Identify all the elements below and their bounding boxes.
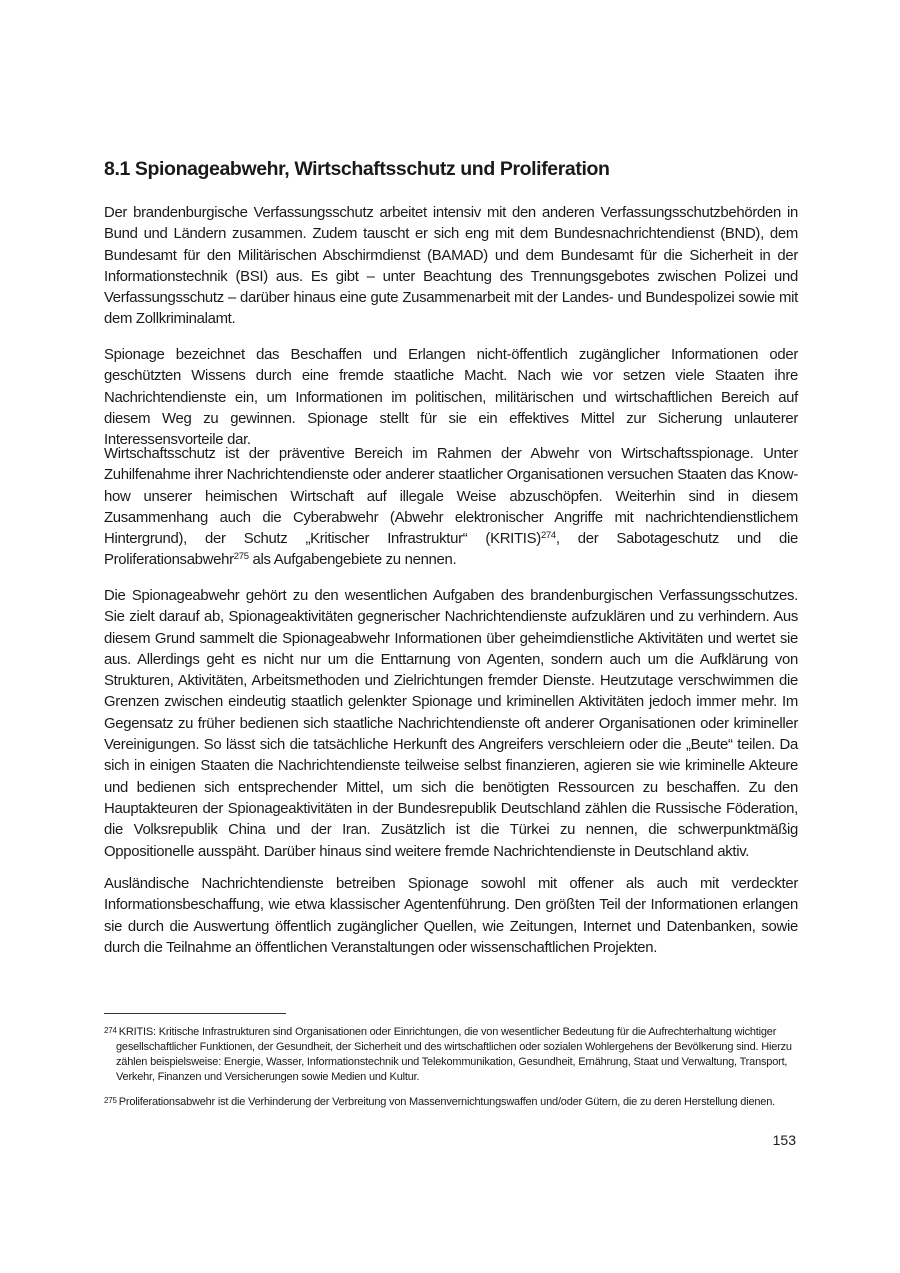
footnote-body (104, 1023, 798, 1085)
footnote-ref-274[interactable]: 274 (540, 530, 556, 542)
paragraph-text-part: , der Sabotageschutz und die Proliferationsabwehr (104, 531, 798, 569)
paragraph-text-part: Wirtschaftsschutz ist der präventive Bereich im Rahmen der Abwehr von Wirtschaftsspionage. Unter Zuhilfenahme ihrer Nachrichtendienste oder anderer staatlicher Organisationen versuchen Staaten das Know-how unserer heimischen Wirtschaft auf illegale Weise abzuschöpfen. Weiterhin sind in diesem Zusammenhang auch die Cyberabwehr (Abwehr elektronischer Angriffe mit nachrichtendienstlichem Hintergrund), der Schutz „Kritischer Infrastruktur“ (KRITIS) (104, 446, 798, 548)
footnote-body (104, 1093, 798, 1110)
paragraph-cooperation: Der brandenburgische Verfassungsschutz arbeitet intensiv mit den anderen Verfassungsschutzbehörden in Bund und Ländern zusammen. Zudem tauscht er sich eng mit dem Bundesnachrichtendienst (BND), dem Bundesamt für den Militärischen Abschirmdienst (BAMAD) und dem Bundesamt für die Sicherheit in der Informationstechnik (BSI) aus. Es gibt – unter Beachtung des Trennungsgebotes zwischen Polizei und Verfassungsschutz – darüber hinaus eine gute Zusammenarbeit mit der Landes- und Bundespolizei sowie mit dem Zollkriminalamt. (104, 205, 798, 328)
footnote-ref-275[interactable]: 275 (233, 551, 249, 563)
footnote-number: 275 (104, 1096, 117, 1105)
paragraph-espionage-definition: Spionage bezeichnet das Beschaffen und Erlangen nicht-öffentlich zugänglicher Informationen oder geschützten Wissens durch eine fremde staatliche Macht. Nach wie vor setzen viele Staaten ihre Nachrichtendienste ein, um Informationen im politischen, militärischen und wirtschaftlichen Bereich auf diesem Weg zu gewinnen. Spionage stellt für sie ein effektives Mittel zur Sicherung unlauterer Interessensvorteile dar. (104, 347, 798, 449)
footnote-text: KRITIS: Kritische Infrastrukturen sind Organisationen oder Einrichtungen, die von wesentlicher Bedeutung für die Aufrechterhaltung wichtiger gesellschaftlicher Funktionen, der Gesundheit, der Sicherheit und des wirtschaftlichen oder sozialen Wohlergehens der Bevölkerung sind. Hierzu zählen beispielsweise: Energie, Wasser, Informationstechnik und Telekommunikation, Gesundheit, Ernährung, Staat und Verwaltung, Transport, Verkehr, Finanzen und Versicherungen sowie Medien und Kultur. (116, 1026, 792, 1083)
page-number: 153 (772, 1132, 796, 1148)
footnote-text: Proliferationsabwehr ist die Verhinderung der Verbreitung von Massenvernichtungswaffen und/oder Gütern, die zu deren Herstellung dienen. (118, 1096, 775, 1108)
footnote-274 (104, 1023, 798, 1085)
paragraph-foreign-services: Ausländische Nachrichtendienste betreiben Spionage sowohl mit offener als auch mit verdeckter Informationsbeschaffung, wie etwa klassischer Agentenführung. Den größten Teil der Informationen erlangen sie durch die Auswertung öffentlich zugänglicher Quellen, wie Zeitungen, Internet und Datenbanken, sowie durch die Teilnahme an öffentlichen Veranstaltungen oder wissenschaftlichen Projekten. (104, 876, 798, 956)
paragraph-counterintelligence: Die Spionageabwehr gehört zu den wesentlichen Aufgaben des brandenburgischen Verfassungsschutzes. Sie zielt darauf ab, Spionageaktivitäten gegnerischer Nachrichtendienste aufzuklären und zu verhindern. Aus diesem Grund sammelt die Spionageabwehr Informationen über geheimdienstliche Aktivitäten und wertet sie aus. Allerdings geht es nicht nur um die Enttarnung von Agenten, sondern auch um die Aufklärung von Strukturen, Aktivitäten, Arbeitsmethoden und Zielrichtungen fremder Dienste. Heutzutage verschwimmen die Grenzen zwischen eindeutig staatlich gelenkter Spionage und kriminellen Aktivitäten jedoch immer mehr. Im Gegensatz zu früher bedienen sich staatliche Nachrichtendienste oft anderer Organisationen oder krimineller Vereinigungen. So lässt sich die tatsächliche Herkunft des Angreifers verschleiern oder die „Beute“ teilen. Da sich in einigen Staaten die Nachrichtendienste teilweise selbst finanzieren, agieren sie wie kriminelle Akteure und bedienen sich entsprechender Mittel, um sich die benötigten Ressourcen zu beschaffen. Zu den Hauptakteuren der Spionageaktivitäten in der Bundesrepublik Deutschland zählen die Russische Föderation, die Volksrepublik China und der Iran. Zusätzlich ist die Türkei zu nennen, die schwerpunktmäßig Oppositionelle ausspäht. Darüber hinaus sind weitere fremde Nachrichtendienste in Deutschland aktiv. (104, 588, 798, 860)
section-heading: 8.1 Spionageabwehr, Wirtschaftsschutz und Proliferation (104, 158, 610, 180)
footnote-number: 274 (104, 1026, 117, 1035)
footnote-275 (104, 1093, 798, 1110)
footnote-divider (104, 1013, 286, 1014)
paragraph-text-part: als Aufgabengebiete zu nennen. (248, 552, 457, 569)
paragraph-economic-protection (104, 444, 798, 572)
